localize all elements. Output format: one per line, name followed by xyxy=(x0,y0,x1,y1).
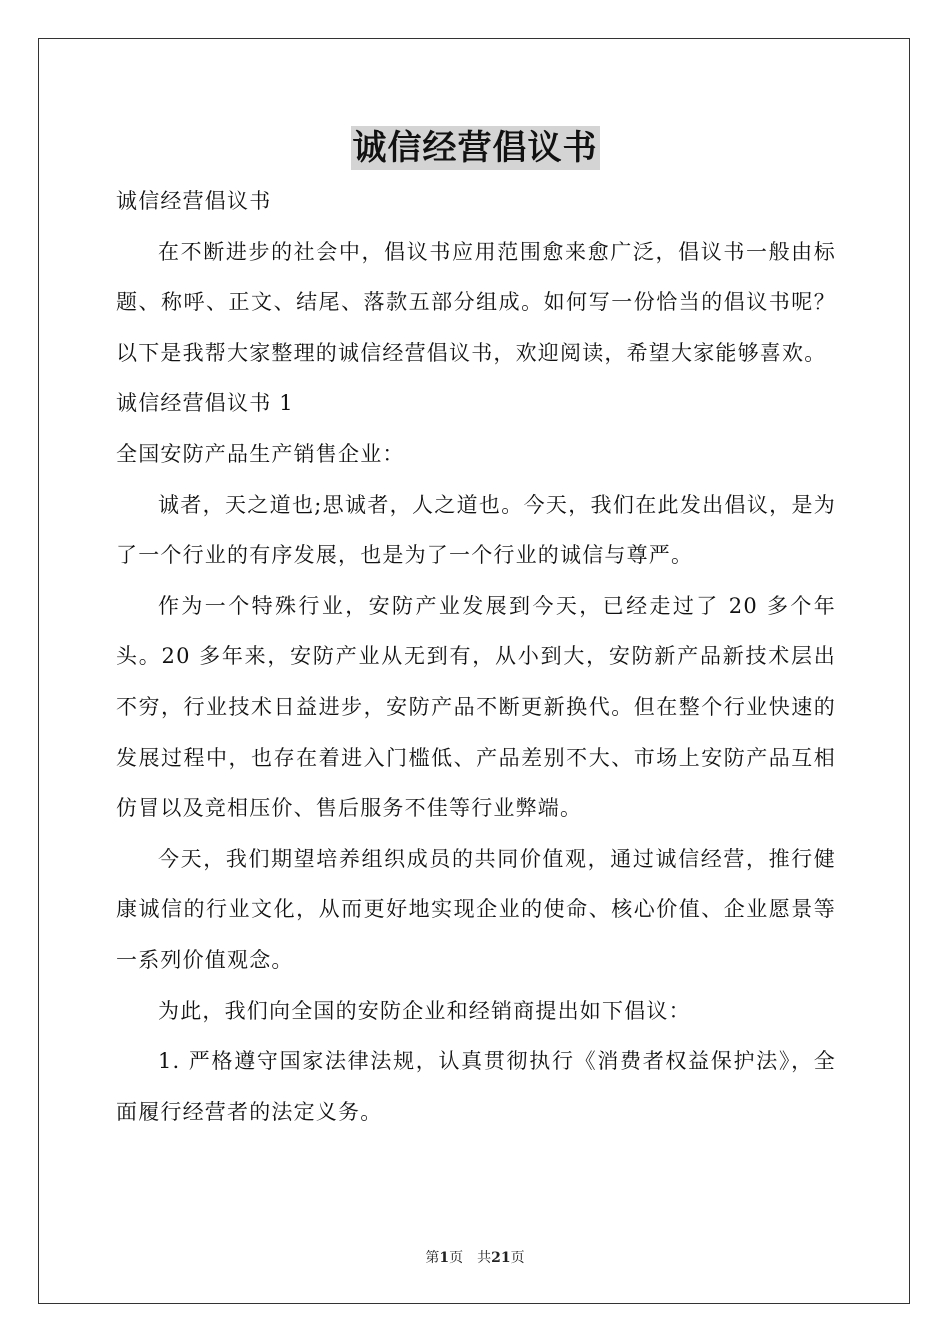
paragraph-list-item: 1. 严格遵守国家法律法规，认真贯彻执行《消费者权益保护法》，全面履行经营者的法定义务。 xyxy=(116,1049,836,1124)
page-footer xyxy=(0,1247,950,1267)
paragraph-body: 作为一个特殊行业，安防产业发展到今天，已经走过了 20 多个年头。20 多年来，安防产业从无到有，从小到大，安防新产品新技术层出不穷，行业技术日益进步，安防产品不断更新换代。但在整个行业快速的发展过程中，也存在着进入门槛低、产品差别不大、市场上安防产品互相仿冒以及竞相压价、售后服务不佳等行业弊端。 xyxy=(116,593,836,821)
paragraph-intro: 在不断进步的社会中，倡议书应用范围愈来愈广泛，倡议书一般由标题、称呼、正文、结尾、落款五部分组成。如何写一份恰当的倡议书呢？以下是我帮大家整理的诚信经营倡议书，欢迎阅读，希望大家能够喜欢。 xyxy=(116,239,836,365)
page-suffix: 页 xyxy=(449,1250,464,1266)
paragraph-body: 诚者，天之道也;思诚者，人之道也。今天，我们在此发出倡议，是为了一个行业的有序发展，也是为了一个行业的诚信与尊严。 xyxy=(116,492,836,568)
document-body xyxy=(116,176,836,1137)
total-pages: 21 xyxy=(491,1250,511,1266)
total-suffix: 页 xyxy=(510,1250,525,1266)
paragraph-subtitle: 诚信经营倡议书 xyxy=(116,189,272,213)
paragraph-body: 今天，我们期望培养组织成员的共同价值观，通过诚信经营，推行健康诚信的行业文化，从而更好地实现企业的使命、核心价值、企业愿景等一系列价值观念。 xyxy=(116,846,836,972)
paragraph-body: 为此，我们向全国的安防企业和经销商提出如下倡议： xyxy=(158,998,691,1023)
salutation: 全国安防产品生产销售企业： xyxy=(116,441,405,466)
document-title-wrap xyxy=(0,126,950,176)
page-prefix: 第 xyxy=(425,1250,440,1266)
total-prefix: 共 xyxy=(477,1250,492,1266)
page-number: 1 xyxy=(439,1250,450,1266)
document-title: 诚信经营倡议书 xyxy=(352,128,598,168)
section-heading: 诚信经营倡议书 1 xyxy=(116,391,294,416)
